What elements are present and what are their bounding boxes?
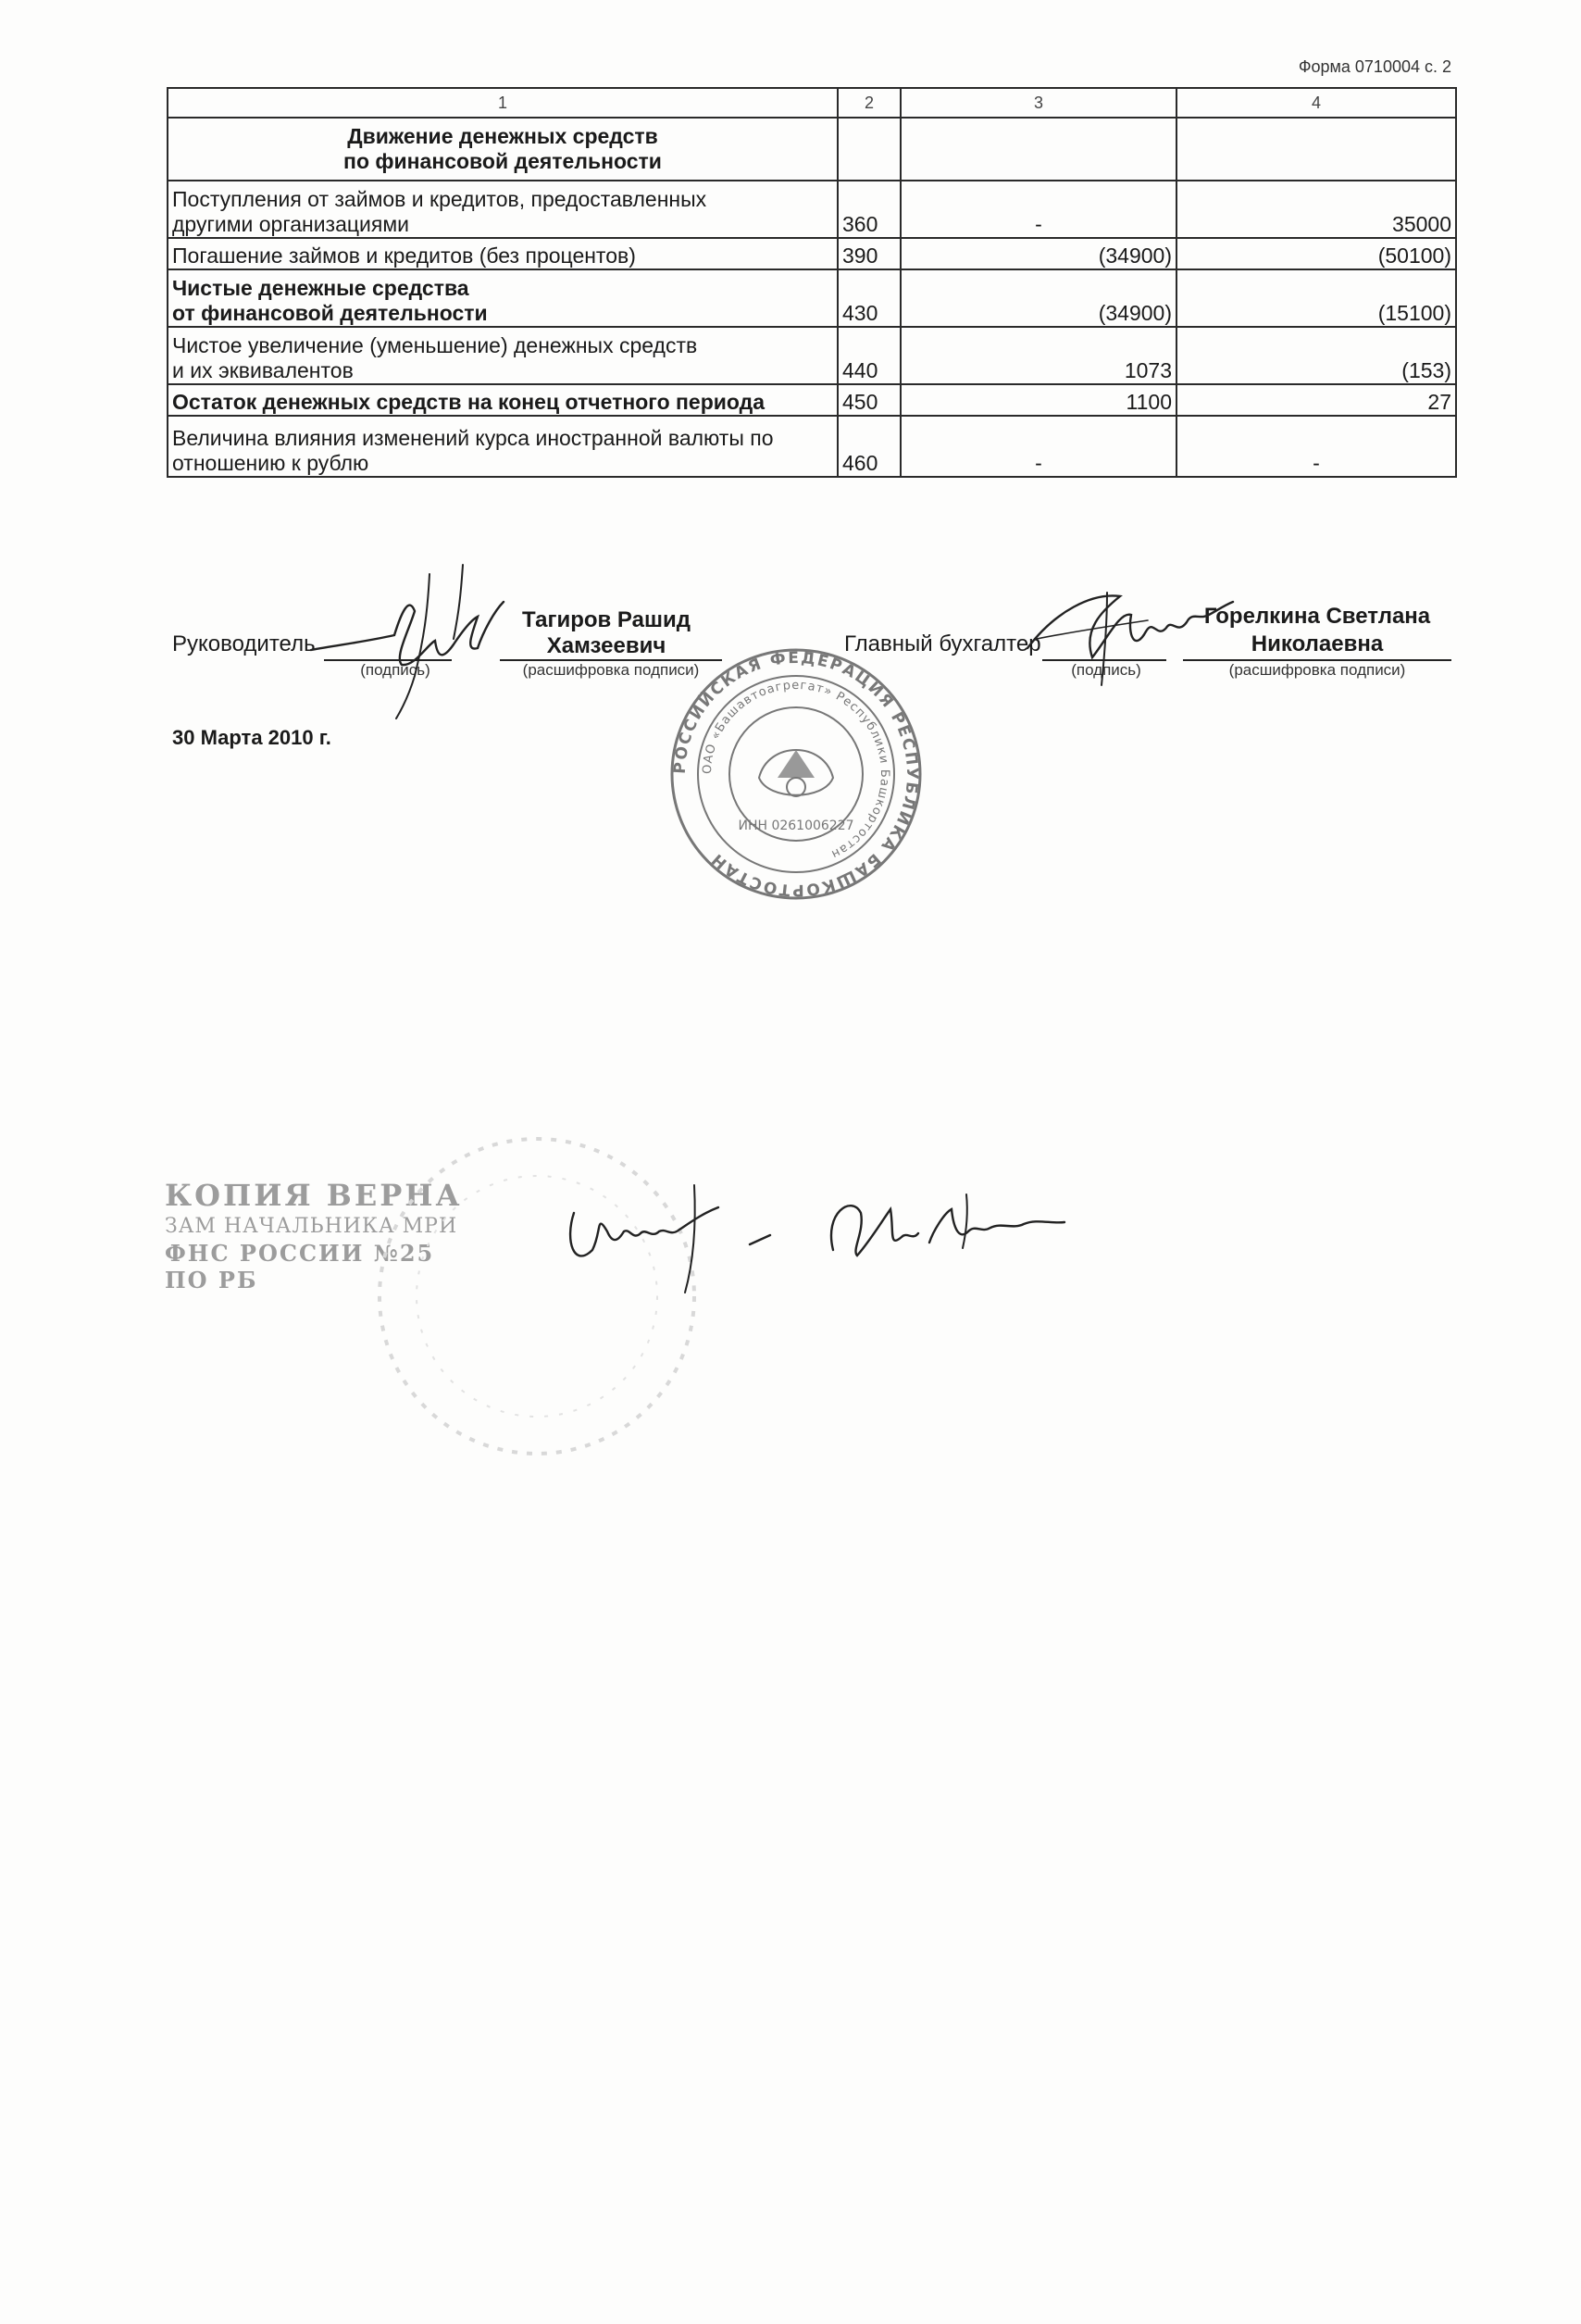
current-period-value: (34900) [901, 269, 1176, 327]
head-label: Руководитель [172, 631, 316, 656]
seal-inner-text: ОАО «Башавтоагрегат» Республики Башкортостан [700, 678, 892, 862]
row-name: Чистое увеличение (уменьшение) денежных средств и их эквивалентов [168, 327, 838, 384]
row-code: 360 [838, 181, 901, 238]
accountant-name: Николаевна [1251, 631, 1384, 656]
decoding-caption: (расшифровка подписи) [1228, 661, 1406, 679]
section-title-line: по финансовой деятельности [343, 149, 662, 173]
current-period-value: - [901, 181, 1176, 238]
head-signature [305, 556, 518, 722]
certifier-signature [555, 1176, 1148, 1296]
signature-caption: (подпись) [360, 661, 430, 679]
row-code: 390 [838, 238, 901, 269]
form-number: Форма 0710004 с. 2 [1298, 57, 1451, 76]
table-row [168, 269, 1456, 327]
row-name: Остаток денежных средств на конец отчетного периода [168, 384, 838, 416]
section-title-line: Движение денежных средств [347, 124, 658, 148]
head-name: Тагиров Рашид [522, 607, 691, 632]
row-name: Величина влияния изменений курса иностранной валюты по отношению к рублю [168, 416, 838, 477]
seal-outer-text: РОССИЙСКАЯ ФЕДЕРАЦИЯ РЕСПУБЛИКА БАШКОРТОСТАН [670, 648, 922, 900]
current-period-value: - [901, 416, 1176, 477]
table-row [168, 181, 1456, 238]
table-row [168, 416, 1456, 477]
copy-stamp-line: ЗАМ НАЧАЛЬНИКА МРИ [165, 1215, 458, 1238]
row-name: Поступления от займов и кредитов, предоставленных другими организациями [168, 181, 838, 238]
column-number: 4 [1176, 88, 1456, 118]
row-code: 450 [838, 384, 901, 416]
head-name: Хамзеевич [546, 633, 666, 658]
accountant-label: Главный бухгалтер [844, 631, 1041, 656]
section-title [168, 118, 838, 181]
copy-stamp-line: ФНС РОССИИ №25 ПО РБ [165, 1240, 435, 1293]
row-name: Погашение займов и кредитов (без процентов) [168, 238, 838, 269]
row-code: 460 [838, 416, 901, 477]
table-row [168, 238, 1456, 269]
decoding-caption: (расшифровка подписи) [522, 661, 700, 679]
row-name: Чистые денежные средства от финансовой деятельности [168, 269, 838, 327]
previous-period-value: (15100) [1176, 269, 1456, 327]
accountant-name: Горелкина Светлана [1203, 604, 1431, 629]
row-code: 430 [838, 269, 901, 327]
row-code: 440 [838, 327, 901, 384]
report-date: 30 Марта 2010 г. [172, 726, 331, 749]
company-seal [639, 639, 953, 917]
table-row [168, 327, 1456, 384]
seal-emblem-icon [759, 750, 833, 796]
signature-caption: (подпись) [1071, 661, 1141, 679]
column-number: 1 [168, 88, 838, 118]
accountant-signature [1018, 574, 1240, 704]
faded-seal [370, 1120, 703, 1472]
previous-period-value: 27 [1176, 384, 1456, 416]
copy-stamp-line: КОПИЯ ВЕРНА [165, 1178, 463, 1213]
current-period-value: 1073 [901, 327, 1176, 384]
previous-period-value: 35000 [1176, 181, 1456, 238]
current-period-value: 1100 [901, 384, 1176, 416]
previous-period-value: (50100) [1176, 238, 1456, 269]
previous-period-value: - [1176, 416, 1456, 477]
table-row [168, 384, 1456, 416]
column-number: 2 [838, 88, 901, 118]
cash-flow-table [167, 87, 1457, 478]
previous-period-value: (153) [1176, 327, 1456, 384]
column-number: 3 [901, 88, 1176, 118]
current-period-value: (34900) [901, 238, 1176, 269]
seal-inn: ИНН 0261006227 [738, 818, 854, 833]
column-number-row [168, 88, 1456, 118]
section-header-row [168, 118, 1456, 181]
